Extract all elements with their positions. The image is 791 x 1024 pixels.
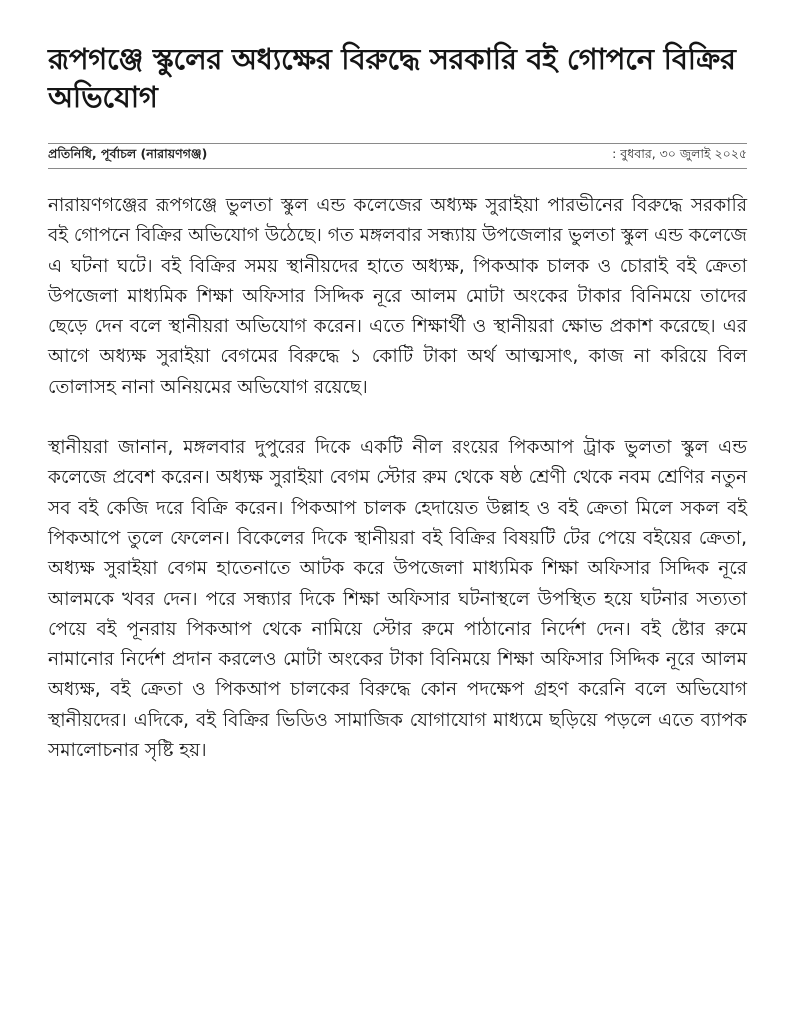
article-paragraph-1: নারায়ণগঞ্জের রূপগঞ্জে ভুলতা স্কুল এন্ড কলেজের অধ্যক্ষ সুরাইয়া পারভীনের বিরুদ্ধে সরকারি বই গোপনে বিক্রির অভিযোগ উঠেছে। গত মঙ্গলবার সন্ধ্যায় উপজেলার ভুলতা স্কুল এন্ড কলেজে এ ঘটনা ঘটে। বই বিক্রির সময় স্থানীয়দের হাতে অধ্যক্ষ, পিকআক চালক ও চোরাই বই ক্রেতা উপজেলা মাধ্যমিক শিক্ষা অফিসার সিদ্দিক নূরে আলম মোটা অংকের টাকার বিনিময়ে তাদের ছেড়ে দেন বলে স্থানীয়রা অভিযোগ করেন। এতে শিক্ষার্থী ও স্থানীয়রা ক্ষোভ প্রকাশ করেছে। এর আগে অধ্যক্ষ সুরাইয়া বেগমের বিরুদ্ধে ১ কোটি টাকা অর্থ আত্মসাৎ, কাজ না করিয়ে বিল তোলাসহ নানা অনিয়মের অভিযোগ রয়েছে। bbox=[48, 195, 747, 398]
byline-bar bbox=[48, 143, 747, 169]
article-body bbox=[48, 191, 747, 766]
reporter-credit: প্রতিনিধি, পূর্বাচল (নারায়ণগঞ্জ) bbox=[48, 146, 208, 161]
headline: রূপগঞ্জে স্কুলের অধ্যক্ষের বিরুদ্ধে সরকারি বই গোপনে বিক্রির অভিযোগ bbox=[48, 42, 736, 114]
publish-date: : বুধবার, ৩০ জুলাই ২০২৫ bbox=[612, 146, 747, 161]
article-paragraph-2: স্থানীয়রা জানান, মঙ্গলবার দুপুরের দিকে একটি নীল রংয়ের পিকআপ ট্রাক ভুলতা স্কুল এন্ড কলেজে প্রবেশ করেন। অধ্যক্ষ সুরাইয়া বেগম স্টোর রুম থেকে ষষ্ঠ শ্রেণী থেকে নবম শ্রেণির নতুন সব বই কেজি দরে বিক্রি করেন। পিকআপ চালক হেদায়েত উল্লাহ ও বই ক্রেতা মিলে সকল বই পিকআপে তুলে ফেলেন। বিকেলের দিকে স্থানীয়রা বই বিক্রির বিষয়টি টের পেয়ে বইয়ের ক্রেতা, অধ্যক্ষ সুরাইয়া বেগম হাতেনাতে আটক করে উপজেলা মাধ্যমিক শিক্ষা অফিসার সিদ্দিক নূরে আলমকে খবর দেন। পরে সন্ধ্যার দিকে শিক্ষা অফিসার ঘটনাস্থলে উপস্থিত হয়ে ঘটনার সত্যতা পেয়ে বই পূনরায় পিকআপ থেকে নামিয়ে স্টোর রুমে পাঠানোর নির্দেশ দেন। বই ষ্টোর রুমে নামানোর নির্দেশ প্রদান করলেও মোটা অংকের টাকা বিনিময়ে শিক্ষা অফিসার সিদ্দিক নূরে আলম অধ্যক্ষ, বই ক্রেতা ও পিকআপ চালকের বিরুদ্ধে কোন পদক্ষেপ গ্রহণ করেনি বলে অভিযোগ স্থানীয়দের। এদিকে, বই বিক্রির ভিডিও সামাজিক যোগাযোগ মাধ্যমে ছড়িয়ে পড়লে এতে ব্যাপক সমালোচনার সৃষ্টি হয়। bbox=[48, 437, 747, 762]
